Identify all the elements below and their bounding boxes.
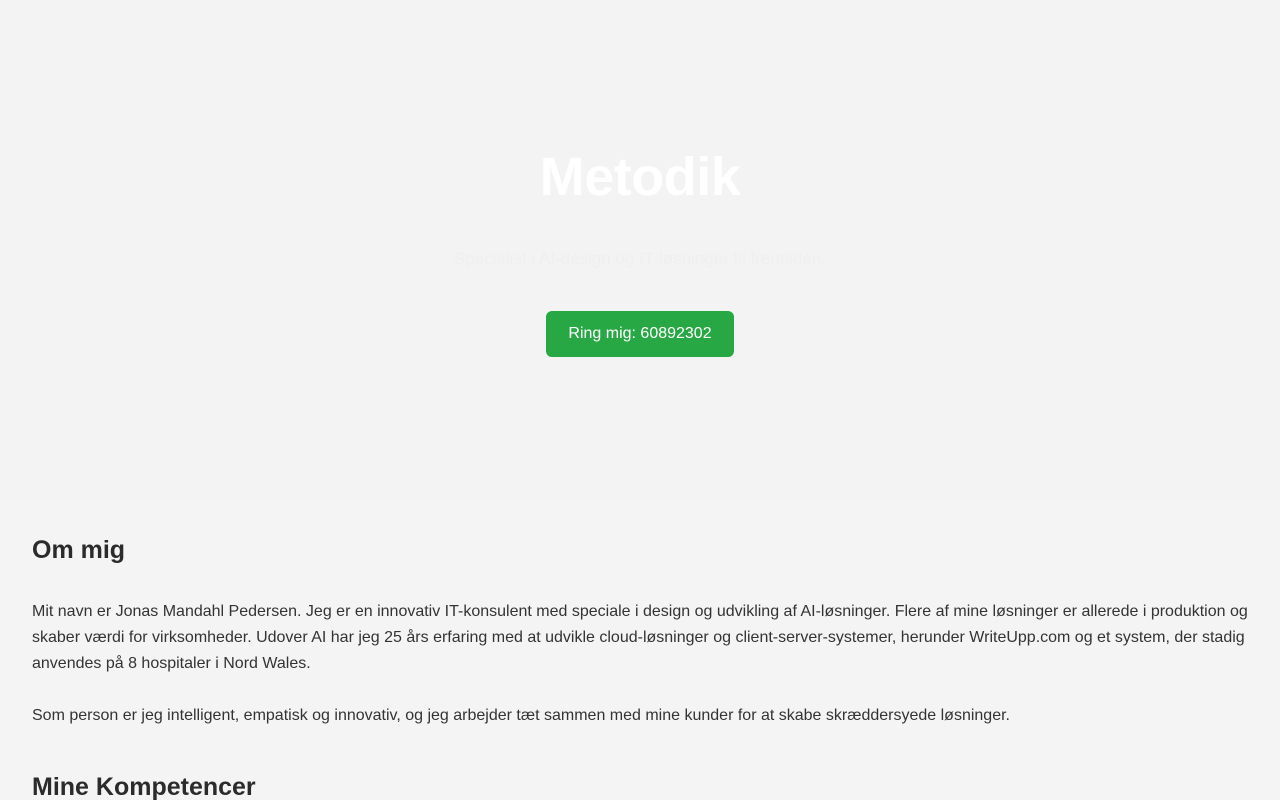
hero-subtitle: Specialist i AI-design og IT-løsninger til fremtiden.: [453, 249, 827, 269]
call-me-button[interactable]: Ring mig: 60892302: [546, 311, 733, 357]
content-area: [0, 536, 1280, 800]
skills-heading: Mine Kompetencer: [32, 772, 256, 800]
about-paragraph-1: Mit navn er Jonas Mandahl Pedersen. Jeg er en innovativ IT-konsulent med speciale i design og udvikling af AI-løsninger. Flere af mine løsninger er allerede i produktion og skaber værdi for virksomheder. Udover AI har jeg 25 års erfaring med at udvikle cloud-løsninger og client-server-systemer, herunder WriteUpp.com og et system, der stadig anvendes på 8 hospitaler i Nord Wales.: [32, 603, 1248, 672]
about-heading: Om mig: [32, 536, 126, 564]
page-title: Metodik: [539, 147, 741, 207]
about-paragraph-2: Som person er jeg intelligent, empatisk og innovativ, og jeg arbejder tæt sammen med mine kunder for at skabe skræddersyede løsninger.: [32, 706, 1010, 724]
